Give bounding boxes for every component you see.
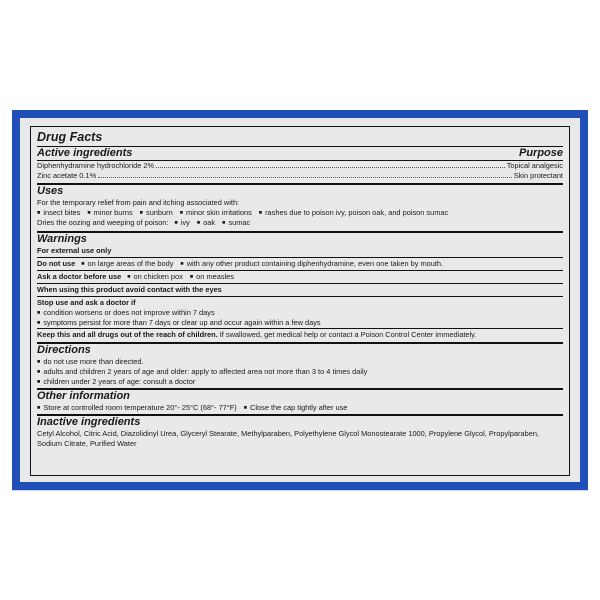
stop-use-block: Stop use and ask a doctor if ■ condition worsens or does not improve within 7 days ■ symptoms persist for more than 7 days or clear up and occur again within a few days — [37, 296, 563, 328]
directions-heading: Directions — [37, 344, 91, 356]
list-item: ■ adults and children 2 years of age and older: apply to affected area not more than 3 to 4 times daily — [37, 367, 367, 377]
avoid-eyes-line: When using this product avoid contact with the eyes — [37, 283, 563, 296]
list-item: ■ sumac — [222, 218, 250, 228]
keep-out-of-reach-line: Keep this and all drugs out of the reach of children. If swallowed, get medical help or contact a Poison Control Center immediately. — [37, 328, 563, 341]
drug-facts-box — [30, 126, 570, 476]
uses-section — [37, 183, 563, 229]
list-item: ■ minor skin irritations — [180, 208, 252, 218]
list-item: ■ on large areas of the body — [81, 259, 173, 269]
list-item: ■ do not use more than directed. — [37, 357, 144, 367]
uses-dries: Dries the oozing and weeping of poison:■ ivy■ oak■ sumac — [37, 218, 563, 228]
list-item: ■ condition worsens or does not improve within 7 days — [37, 308, 215, 318]
ask-doctor-line: Ask a doctor before use■ on chicken pox■ on measles — [37, 270, 563, 283]
do-not-use-line: Do not use■ on large areas of the body■ with any other product containing diphenhydramine, even one taken by mouth. — [37, 257, 563, 270]
label-panel — [20, 118, 580, 482]
other-information-heading: Other information — [37, 390, 130, 402]
list-item: ■ symptoms persist for more than 7 days or clear up and occur again within a few days — [37, 318, 321, 328]
list-item: ■ children under 2 years of age: consult a doctor — [37, 377, 195, 387]
external-use-line: For external use only — [37, 246, 112, 255]
list-item: ■ insect bites — [37, 208, 80, 218]
warnings-section — [37, 231, 563, 342]
list-item: ■ Close the cap tightly after use — [244, 403, 348, 413]
list-item: ■ on chicken pox — [127, 272, 183, 282]
directions-section — [37, 342, 563, 388]
list-item: ■ oak — [197, 218, 215, 228]
list-item: ■ rashes due to poison ivy, poison oak, and poison sumac — [259, 208, 448, 218]
warnings-heading: Warnings — [37, 233, 87, 245]
uses-heading: Uses — [37, 185, 64, 197]
active-ingredients-section — [37, 147, 563, 181]
other-information-section — [37, 388, 563, 414]
uses-intro: For the temporary relief from pain and itching associated with: — [37, 198, 240, 207]
list-item: ■ Store at controlled room temperature 20°- 25°C (68°- 77°F) — [37, 403, 237, 413]
uses-list — [37, 208, 563, 218]
list-item: ■ sunburn — [140, 208, 173, 218]
active-ingredient-row: Diphenhydramine hydrochloride 2% Topical analgesic — [37, 161, 563, 170]
inactive-ingredients-text: Cetyl Alcohol, Citric Acid, Diazolidinyl Urea, Glyceryl Stearate, Methylparaben, Polyethylene Glycol Monostearate 1000, Propylene Glycol, Propylparaben, Sodium Citrate, Purified Water — [37, 429, 539, 448]
active-ingredients-heading: Active ingredients — [37, 147, 133, 159]
purpose-heading: Purpose — [518, 147, 563, 159]
active-ingredient-row: Zinc acetate 0.1% Skin protectant — [37, 171, 563, 180]
drug-facts-title: Drug Facts — [37, 127, 563, 147]
list-item: ■ on measles — [190, 272, 234, 282]
inactive-ingredients-heading: Inactive ingredients — [37, 416, 141, 428]
package-blue-border — [12, 110, 588, 490]
list-item: ■ with any other product containing diphenhydramine, even one taken by mouth. — [180, 259, 443, 269]
inactive-ingredients-section — [37, 414, 563, 450]
list-item: ■ minor burns — [87, 208, 132, 218]
list-item: ■ ivy — [174, 218, 189, 228]
